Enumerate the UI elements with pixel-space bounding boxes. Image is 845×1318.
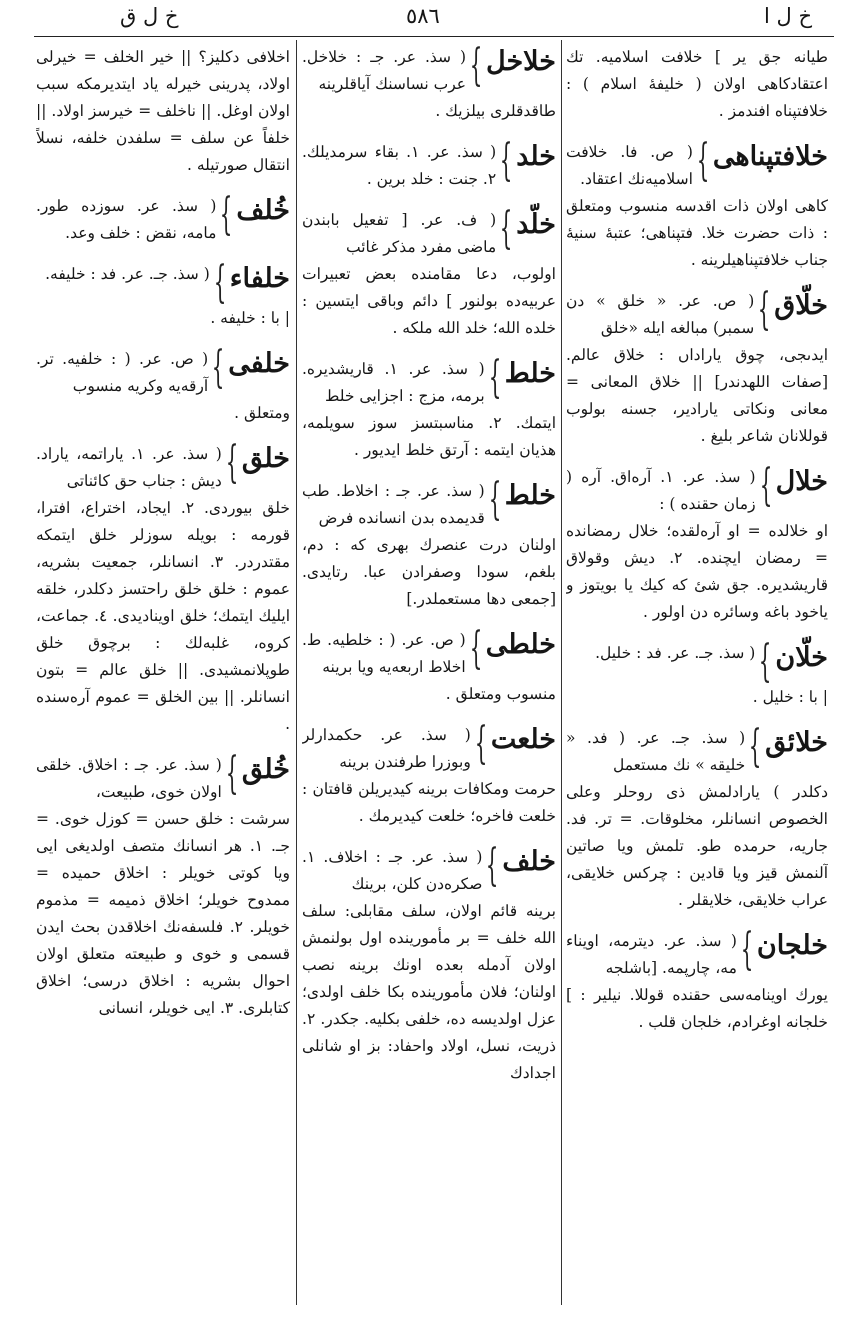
brace-mark: } — [499, 135, 513, 186]
headword: خلط — [504, 480, 556, 511]
dictionary-entry — [36, 342, 290, 427]
headword: خلّان — [775, 642, 828, 673]
headword: خلف — [502, 846, 556, 877]
entry-definition: ايدىجى، چوق ياراداں : خلاق عالم. [صفات اللهدندر] || خلاق المعانى = معانى ونكاتى يارادير، جسنه بولوب قوللانان شاعر بليغ . — [566, 346, 828, 445]
dictionary-entry — [36, 189, 290, 247]
entry-first-lines: ( سذ. عر. ١. آرەاق. آره ( زمان حقنده ) : — [566, 468, 756, 513]
brace-mark: } — [748, 721, 762, 772]
dictionary-entry — [566, 924, 828, 1036]
entry-first-lines: ( سذ. عر. ١. قاريشديره. برمه، مزج : اجزايى خلط — [302, 360, 485, 405]
entry-definition: خلق بيوردى. ٢. ايجاد، اختراع، افترا، قورمه : بويله سوزلر خلق ايتمكه مقتدردر. ٣. انسانلر، جمعيت بشريه، عموم : خلق خلق راحتسز دكلدر، خلقه ايليك ايتمك؛ خلق اويناديدى. ٤. جماعت، كروه، غلبه‌لك : برچوق خلق طوپلانمشيدى. || خلق عالم = بتون انسانلر. || بين الخلق = عموم آره‌سنده . — [36, 499, 290, 733]
entry-first-lines: ( سذ. عر. ١. بقاء سرمديلك. ٢. جنت : خلد برين . — [302, 143, 497, 188]
entry-definition: برينه قائم اولان، سلف مقابلى: سلف الله خلف = بر مأمورينده اول بولنمش اولان آدمله بعده اونك برينه نصب اولنان؛ فلان مأمورينده بكا خلف اولدى؛ عزل اولديسه ده، خلفى بكليه. جكدر. ٢. ذريت، نسل، اولاد واحفاد: بز او شانلى اجدادك — [302, 902, 556, 1082]
entry-definition: دكلدر ) يارادلمش ذى روحلر وعلى الخصوص انسانلر، مخلوقات. = تر. فد. جاريه، حرمده طو. تلمش ويا صاتين آلنمش قيز ويا قادين : چركس خلايقى، عراب خلايقى، خلايقلر . — [566, 783, 828, 909]
dictionary-entry — [566, 460, 828, 626]
dictionary-entry — [566, 284, 828, 450]
headword: خُلف — [236, 195, 290, 226]
dictionary-entry — [36, 257, 290, 332]
headword: خلعت — [490, 724, 556, 755]
dictionary-entry — [302, 352, 556, 464]
brace-mark: } — [486, 840, 499, 891]
entry-first-lines: ( سذ. جـ. عر. ( فد. « خليقه » نك مستعمل — [566, 729, 746, 774]
entry-definition: اولوب، دعا مقامنده بعض تعبيرات عربيه‌ده بولنور ] دائم وباقى ايتسين : خلده الله؛ خلد الله ملكه . — [302, 265, 556, 337]
brace-mark: } — [220, 189, 233, 240]
entry-first-lines: ( سذ. عر. جـ : خلاخل. عرب نساسنك آياقلرينه — [302, 48, 467, 93]
entry-first-lines: ( سذ. عر. ١. ياراتمه، ياراد. ديش : جناب حق كائناتى — [36, 445, 222, 490]
dictionary-entry — [302, 840, 556, 1087]
entry-definition: ايتمك. ٢. مناسبتسز سوز سويلمه، هذيان ايتمه : آرتق خلط ايديور . — [302, 414, 556, 459]
brace-mark: } — [225, 748, 239, 799]
entry-first-lines: ( سذ. عر. جـ : اخلاق. خلقى اولان خوى، طبيعت، — [36, 756, 222, 801]
entry-first-lines: ( سذ. جـ. عر. فد : خليل. — [595, 644, 756, 662]
brace-mark: } — [469, 623, 483, 674]
headword: خُلق — [241, 754, 290, 785]
headword: خلّد — [516, 209, 556, 240]
entry-first-lines: ( سذ. عر. سوزده طور. مامه، نقض : خلف وعد. — [36, 197, 217, 242]
entry-definition: سرشت : خلق حسن = كوزل خوى. = جـ. ١. هر انسانك متصف اولديغى ايى ويا كوتى خويلر : اخلاق حميده = ممدوح خويلر؛ اخلاق ذميمه = مذموم خويلر. ٢. فلسفه‌نك اخلاقدن بحث ايدن قسمى و خوى و طبيعته متعلق اولان احوال بشريه : اخلاق درسى؛ اخلاق كتابلرى. ٣. ايى خويلر، انسانى — [36, 810, 290, 1017]
column-intro-text: اخلافى دكليز؟ || خير الخلف = خيرلى اولاد، پدرينى خيرله ياد ايتديرمكه سبب اولان اوغل. || ناخلف = خيرسز اولاد. || خلفاً عن سلف = سلفدن خلفه، نسلاً انتقال صورتيله . — [36, 48, 290, 174]
entry-definition: حرمت ومكافات برينه كيديريلن قافتان : خلعت فاخره؛ خلعت كيديرمك . — [302, 780, 556, 825]
entry-definition: اولنان درت عنصرك بهرى كه : دم، بلغم، سودا وصفرادن عبا. رتايدى. [جمعى دها مستعملدر.] — [302, 536, 556, 608]
brace-mark: } — [488, 474, 502, 525]
headword: خلطى — [485, 629, 556, 660]
column-middle — [302, 44, 556, 1306]
entry-definition: يورك اوينامه‌سى حقنده قوللا. نيلير : ] خلجانه اوغرادم، خلجان قلب . — [566, 986, 828, 1031]
headword: خلد — [516, 141, 556, 172]
entry-definition: ومتعلق . — [234, 404, 290, 422]
column-divider-right — [561, 40, 562, 1305]
entry-first-lines: ( سذ. عر. جـ : اخلاف. ١. صكره‌دن كلن، برينك — [302, 848, 483, 893]
header-rule — [34, 36, 834, 37]
dictionary-entry — [302, 474, 556, 613]
header-right-guide-letters: خ ل ا — [764, 4, 812, 28]
dictionary-entry — [302, 135, 556, 193]
headword: خلق — [241, 443, 290, 474]
entry-first-lines: ( ص. فا. خلافت اسلاميه‌نك اعتقاد. — [566, 143, 693, 188]
headword: خلال — [775, 466, 828, 497]
column-left — [36, 44, 290, 1306]
page-number: ٥٨٦ — [406, 4, 440, 28]
page-header — [34, 0, 834, 36]
column-intro-text: طيانه جق ير ] خلافت اسلاميه. تك اعتقادكاهى اولان ( خليفهٔ اسلام ) : خلافتپناه افندمز . — [566, 48, 828, 120]
headword: خلفى — [228, 348, 290, 379]
brace-mark: } — [499, 203, 513, 254]
entry-definition: منسوب ومتعلق . — [445, 685, 556, 703]
dictionary-entry — [566, 135, 828, 274]
headword: خلاخل — [486, 46, 556, 77]
headword: خلافتپناهى — [712, 141, 828, 172]
dictionary-entry — [302, 203, 556, 342]
brace-mark: } — [488, 352, 502, 403]
brace-mark: } — [225, 437, 239, 488]
headword: خلفاء — [229, 263, 290, 294]
dictionary-entry — [566, 636, 828, 711]
entry-first-lines: ( ص. عر. ( : خلطيه. ط. اخلاط اربعه‌يه ويا برينه — [302, 631, 466, 676]
entry-first-lines: ( ص. عر. « خلق » دن سمبر) مبالغه ايله «خلق — [566, 292, 755, 337]
brace-mark: } — [474, 718, 488, 769]
entry-definition: طاقدقلرى بيلزيك . — [435, 102, 556, 120]
entry-first-lines: ( ص. عر. ( : خلفيه. تر. آرقه‌يه وكريه منسوب — [36, 350, 209, 395]
brace-mark: } — [740, 924, 754, 975]
entry-definition: | با : خليل . — [752, 688, 828, 706]
entry-first-lines: ( سذ. عر. حكمدارلر وبوزرا طرفندن برينه — [302, 726, 471, 771]
brace-mark: } — [759, 636, 772, 687]
headword: خلائق — [765, 727, 828, 758]
dictionary-entry — [36, 748, 290, 1022]
entry-definition: او خلالده = او آرەلقده؛ خلال رمضانده = رمضان ايچنده. ٢. ديش وقولاق قاريشديره. جق شىٔ كه كيك يا بويتوز و ياخود باغه وسائره دن اولور . — [566, 522, 828, 621]
column-right — [566, 44, 828, 1306]
entry-first-lines: ( سذ. جـ. عر. فد : خليفه. — [45, 265, 210, 283]
entry-definition: | با : خليفه . — [210, 309, 290, 327]
headword: خلّاق — [774, 290, 828, 321]
dictionary-entry — [302, 718, 556, 830]
header-left-guide-letters: خ ل ق — [120, 4, 179, 28]
headword: خلجان — [756, 930, 828, 961]
brace-mark: } — [211, 342, 225, 393]
brace-mark: } — [759, 460, 772, 511]
dictionary-entry — [302, 44, 556, 125]
entry-first-lines: ( سذ. عر. جـ : اخلاط. طب قديمده بدن انسانده فرض — [302, 482, 485, 527]
entry-first-lines: ( ف. عر. [ تفعيل بابندن ماضى مفرد مذكر غائب — [302, 211, 497, 256]
dictionary-entry — [36, 437, 290, 738]
brace-mark: } — [213, 257, 227, 308]
column-divider-left — [296, 40, 297, 1305]
headword: خلط — [504, 358, 556, 389]
brace-mark: } — [696, 135, 710, 186]
brace-mark: } — [757, 284, 771, 335]
entry-definition: كاهى اولان ذات اقدسه منسوب ومتعلق : ذات حضرت خلا. فتپناهى؛ عتبهٔ سنيهٔ جناب خلافتپناهيلرينه . — [566, 197, 828, 269]
brace-mark: } — [469, 44, 483, 91]
dictionary-entry — [566, 721, 828, 914]
entry-first-lines: ( سذ. عر. ديترمه، اويناء مه، چارپمه. [باشلجه — [566, 932, 737, 977]
dictionary-entry — [302, 623, 556, 708]
